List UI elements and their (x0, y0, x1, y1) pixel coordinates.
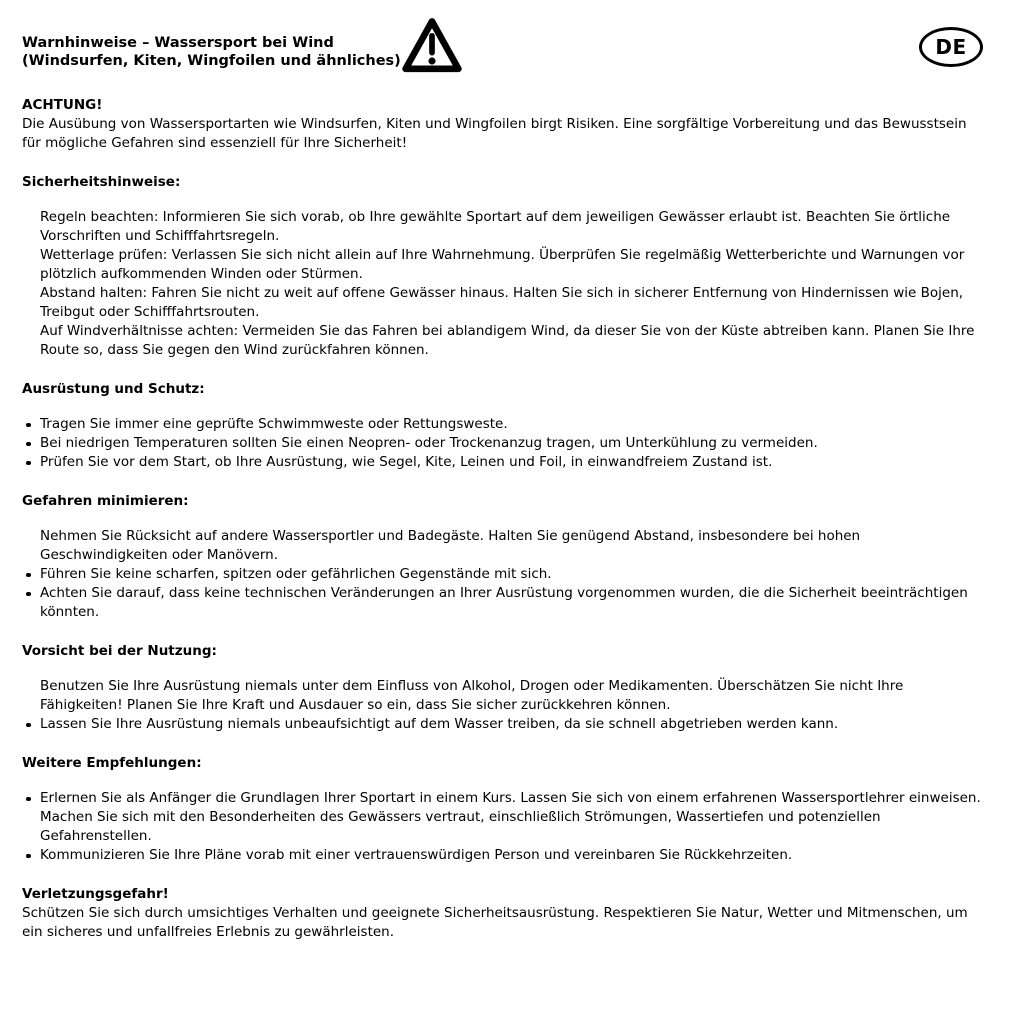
list-item: Benutzen Sie Ihre Ausrüstung niemals unter dem Einfluss von Alkohol, Drogen oder Medikamenten. Überschätzen Sie nicht Ihre Fähigkeiten! Planen Sie Ihre Kraft und Ausdauer so ein, dass Sie sicher zurückkehren können. (40, 678, 904, 713)
list-item: Tragen Sie immer eine geprüfte Schwimmweste oder Rettungsweste. (22, 415, 988, 434)
page-title-line-2: (Windsurfen, Kiten, Wingfoilen und ähnliches) (22, 53, 401, 69)
section-heading-vorsicht: Vorsicht bei der Nutzung: (22, 643, 217, 659)
list-item: Regeln beachten: Informieren Sie sich vorab, ob Ihre gewählte Sportart auf dem jeweiligen Gewässer erlaubt ist. Beachten Sie örtliche Vorschriften und Schifffahrtsregeln. (40, 209, 951, 244)
language-badge (919, 27, 983, 67)
page-title-line-1: Warnhinweise – Wassersport bei Wind (22, 35, 334, 51)
list-item: Wetterlage prüfen: Verlassen Sie sich nicht allein auf Ihre Wahrnehmung. Überprüfen Sie regelmäßig Wetterberichte und Warnungen vor plötzlich aufkommenden Winden oder Stürmen. (40, 247, 965, 282)
section-heading-empfehlungen: Weitere Empfehlungen: (22, 755, 202, 771)
list-item: Kommunizieren Sie Ihre Pläne vorab mit einer vertrauenswürdigen Person und vereinbaren Sie Rückkehrzeiten. (22, 846, 988, 865)
list-item: Abstand halten: Fahren Sie nicht zu weit auf offene Gewässer hinaus. Halten Sie sich in sicherer Entfernung von Hindernissen wie Bojen, Treibgut oder Schifffahrtsrouten. (40, 285, 964, 320)
section-paragraph-verletzungsgefahr: Schützen Sie sich durch umsichtiges Verhalten und geeignete Sicherheitsausrüstung. Respektieren Sie Natur, Wetter und Mitmenschen, um ein sicheres und unfallfreies Erlebnis zu gewährleisten. (22, 905, 968, 940)
list-item: Nehmen Sie Rücksicht auf andere Wassersportler und Badegäste. Halten Sie genügend Abstand, insbesondere bei hohen Geschwindigkeiten oder Manövern. (40, 528, 861, 563)
section-heading-achtung: ACHTUNG! (22, 97, 103, 113)
language-badge-label: DE (935, 34, 967, 59)
list-item: Machen Sie sich mit den Besonderheiten des Gewässers vertraut, einschließlich Strömungen, Wassertiefen und potenziellen Gefahrenstellen. (40, 809, 881, 844)
section-heading-gefahren: Gefahren minimieren: (22, 493, 189, 509)
list-item: Bei niedrigen Temperaturen sollten Sie einen Neopren- oder Trockenanzug tragen, um Unterkühlung zu vermeiden. (22, 434, 988, 453)
section-paragraph-achtung: Die Ausübung von Wassersportarten wie Windsurfen, Kiten und Wingfoilen birgt Risiken. Eine sorgfältige Vorbereitung und das Bewusstsein für mögliche Gefahren sind essenziell für Ihre Sicherheit! (22, 116, 967, 151)
list-item: Lassen Sie Ihre Ausrüstung niemals unbeaufsichtigt auf dem Wasser treiben, da sie schnell abgetrieben werden kann. (22, 715, 988, 734)
list-item: Prüfen Sie vor dem Start, ob Ihre Ausrüstung, wie Segel, Kite, Leinen und Foil, in einwandfreiem Zustand ist. (22, 453, 988, 472)
document-body (0, 96, 1020, 942)
list-item: Auf Windverhältnisse achten: Vermeiden Sie das Fahren bei ablandigem Wind, da dieser Sie von der Küste abtreiben kann. Planen Sie Ihre Route so, dass Sie gegen den Wind zurückfahren können. (40, 323, 975, 358)
list-item: Achten Sie darauf, dass keine technischen Veränderungen an Ihrer Ausrüstung vorgenommen wurden, die die Sicherheit beeinträchtigen könnten. (22, 584, 988, 622)
list-item: Führen Sie keine scharfen, spitzen oder gefährlichen Gegenstände mit sich. (22, 565, 988, 584)
document-header (0, 0, 1020, 80)
section-heading-ausruestung: Ausrüstung und Schutz: (22, 381, 205, 397)
section-heading-sicherheitshinweise: Sicherheitshinweise: (22, 174, 181, 190)
list-item: Erlernen Sie als Anfänger die Grundlagen Ihrer Sportart in einem Kurs. Lassen Sie sich von einem erfahrenen Wassersportlehrer einweisen. (22, 789, 988, 808)
page-title (22, 34, 401, 70)
warning-triangle-icon (402, 17, 462, 75)
section-heading-verletzungsgefahr: Verletzungsgefahr! (22, 886, 169, 902)
